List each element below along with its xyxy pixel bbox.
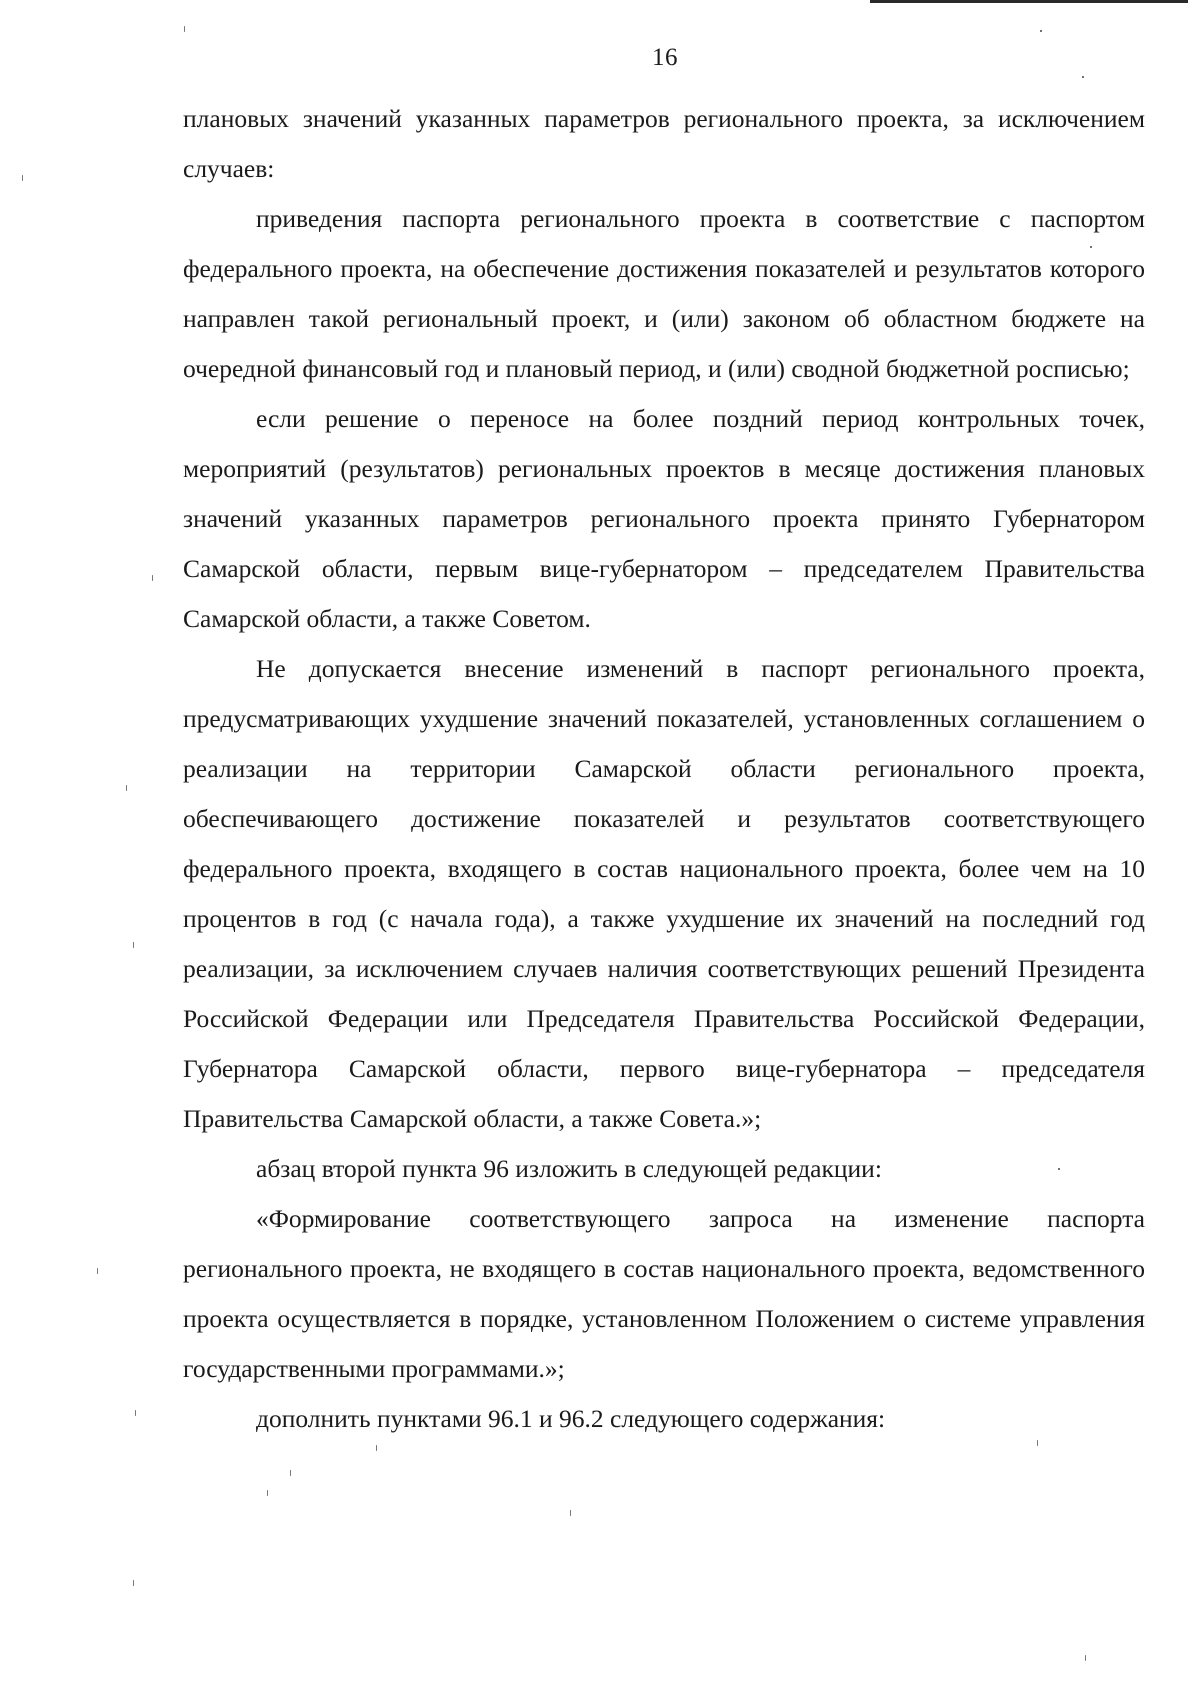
scan-speck <box>570 1510 571 1516</box>
paragraph: если решение о переносе на более поздний период контрольных точек, мероприятий (результатов) региональных проектов в месяце достижения плановых значений указанных параметров регионального проекта принято Губернатором Самарской области, первым вице-губернатором – председателем Правительства Самарской области, а также Советом. <box>183 404 1145 633</box>
scan-speck <box>184 26 185 32</box>
scan-speck <box>1082 76 1084 78</box>
paragraph: дополнить пунктами 96.1 и 96.2 следующего содержания: <box>256 1404 886 1433</box>
paragraph: Не допускается внесение изменений в паспорт регионального проекта, предусматривающих ухудшение значений показателей, установленных соглашением о реализации на территории Самарской области регионального проекта, обеспечивающего достижение показателей и результатов соответствующего федерального проекта, входящего в состав национального проекта, более чем на 10 процентов в год (с начала года), а также ухудшение их значений на последний год реализации, за исключением случаев наличия соответствующих решений Президента Российской Федерации или Председателя Правительства Российской Федерации, Губернатора Самарской области, первого вице-губернатора – председателя Правительства Самарской области, а также Совета.»; <box>183 654 1145 1133</box>
scan-speck <box>290 1470 291 1476</box>
scan-speck <box>133 1580 134 1586</box>
scan-speck <box>97 1268 98 1274</box>
scan-speck <box>126 785 127 791</box>
scan-speck <box>376 1445 377 1451</box>
scan-speck <box>1040 30 1042 32</box>
paragraph: абзац второй пункта 96 изложить в следующей редакции: <box>256 1154 882 1183</box>
scan-speck <box>152 575 153 581</box>
scan-edge-artifact <box>870 0 1188 3</box>
scan-speck <box>135 1410 136 1416</box>
document-body <box>183 94 1145 1444</box>
scan-speck <box>1085 1655 1086 1661</box>
paragraph: «Формирование соответствующего запроса на изменение паспорта регионального проекта, не входящего в состав национального проекта, ведомственного проекта осуществляется в порядке, установленном Положением о системе управления государственными программами.»; <box>183 1204 1145 1383</box>
paragraph: приведения паспорта регионального проекта в соответствие с паспортом федерального проекта, на обеспечение достижения показателей и результатов которого направлен такой региональный проект, и (или) законом об областном бюджете на очередной финансовый год и плановый период, и (или) сводной бюджетной росписью; <box>183 204 1145 383</box>
page-number: 16 <box>652 44 678 71</box>
scan-speck <box>267 1490 268 1496</box>
paragraph: плановых значений указанных параметров регионального проекта, за исключением случаев: <box>183 104 1145 183</box>
scan-speck <box>22 175 23 181</box>
scan-speck <box>133 942 134 948</box>
